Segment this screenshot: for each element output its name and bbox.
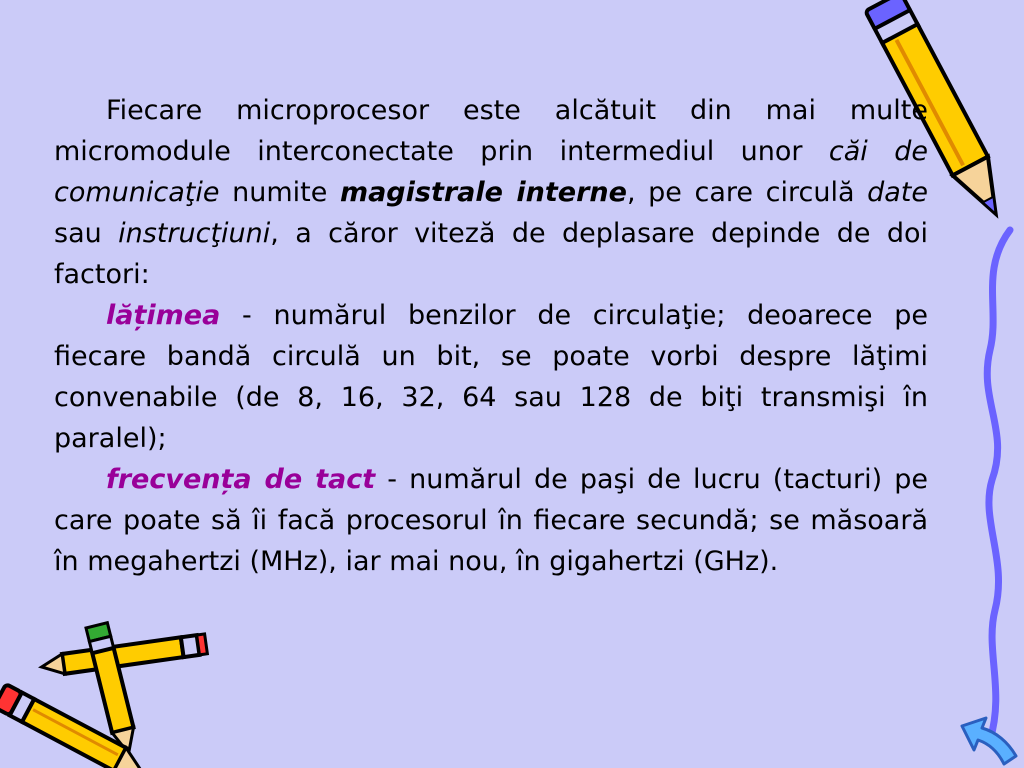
paragraph-1-emphasis-3: date: [867, 177, 929, 208]
paragraph-3-text: - numărul de paşi de lucru (tacturi) pe care poate să îi facă procesorul în fiecare secundă; se măsoară în megahertzi (MHz), iar mai nou, în gigahertzi (GHz).: [54, 464, 928, 577]
paragraph-1-emphasis-1: căi de comunicaţie: [54, 136, 928, 208]
paragraph-1: [54, 90, 928, 295]
pencils-icon-bottom-left: [0, 622, 210, 768]
paragraph-1-emphasis-4: instrucţiuni: [118, 218, 271, 249]
paragraph-2-text: - numărul benzilor de circulaţie; deoarece pe fiecare bandă circulă un bit, se poate vorbi despre lăţimi convenabile (de 8, 16, 32, 64 sau 128 de biţi transmişi în paralel);: [54, 300, 928, 454]
paragraph-1-text-2: numite: [219, 177, 340, 208]
arrow-icon-bottom-right[interactable]: [956, 712, 1024, 768]
paragraph-2: [54, 295, 928, 459]
paragraph-3: [54, 459, 928, 582]
paragraph-2-term: lățimea: [106, 300, 221, 331]
paragraph-1-text-1: Fiecare microprocesor este alcătuit din mai multe micromodule interconectate prin intermediul unor: [54, 95, 928, 167]
paragraph-1-text-3: , pe care circulă: [626, 177, 868, 208]
paragraph-1-emphasis-2: magistrale interne: [339, 177, 627, 208]
paragraph-1-text-5: , a căror viteză de deplasare depinde de doi factori:: [54, 218, 929, 290]
paragraph-3-term: frecvența de tact: [106, 464, 376, 495]
text-block: [54, 90, 928, 582]
paragraph-1-text-4: sau: [54, 218, 119, 249]
